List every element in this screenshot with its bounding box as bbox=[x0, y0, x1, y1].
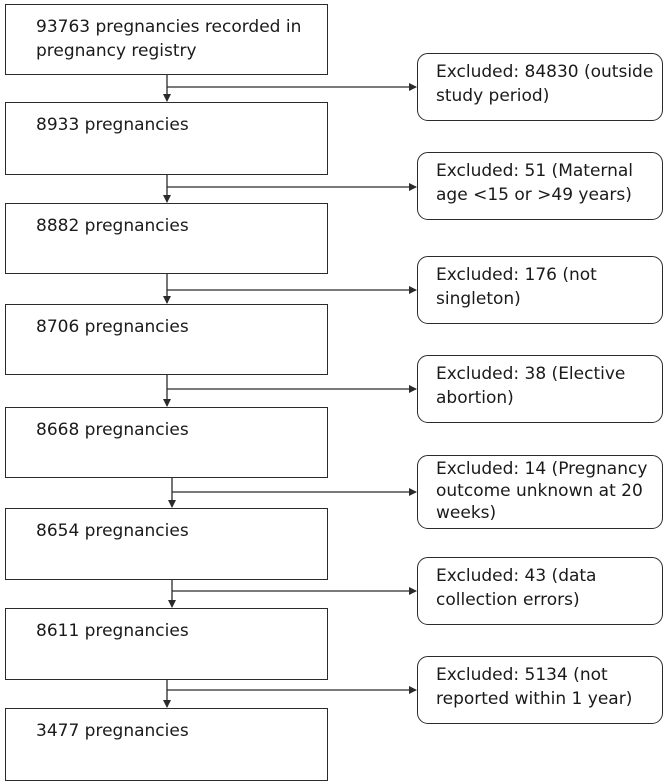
exclusion-box-3: Excluded: 176 (not singleton) bbox=[417, 256, 663, 324]
stage-box-1: 93763 pregnancies recorded in pregnancy registry bbox=[5, 4, 328, 75]
stage-box-8: 3477 pregnancies bbox=[5, 708, 328, 781]
stage-box-3: 8882 pregnancies bbox=[5, 203, 328, 274]
stage-box-4: 8706 pregnancies bbox=[5, 304, 328, 375]
stage-box-5: 8668 pregnancies bbox=[5, 407, 328, 478]
exclusion-box-6: Excluded: 43 (data collection errors) bbox=[417, 557, 663, 625]
exclusion-box-1: Excluded: 84830 (outside study period) bbox=[417, 53, 663, 121]
stage-box-7: 8611 pregnancies bbox=[5, 608, 328, 680]
exclusion-box-5: Excluded: 14 (Pregnancy outcome unknown at 20 weeks) bbox=[417, 455, 663, 529]
exclusion-box-7: Excluded: 5134 (not reported within 1 year) bbox=[417, 656, 663, 724]
exclusion-box-2: Excluded: 51 (Maternal age <15 or >49 years) bbox=[417, 152, 663, 220]
stage-box-2: 8933 pregnancies bbox=[5, 102, 328, 175]
exclusion-box-4: Excluded: 38 (Elective abortion) bbox=[417, 355, 663, 423]
stage-box-6: 8654 pregnancies bbox=[5, 508, 328, 580]
